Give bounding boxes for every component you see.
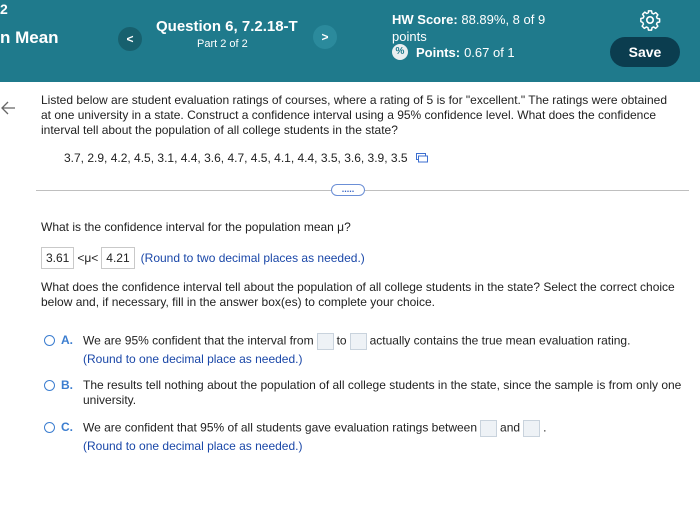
choice-c[interactable] — [44, 420, 684, 454]
header-title-fragment-top: 2 — [0, 1, 8, 17]
ci-inequality: <μ< — [77, 251, 99, 265]
data-values: 3.7, 2.9, 4.2, 4.5, 3.1, 4.4, 3.6, 4.7, 4.5, 4.1, 4.4, 3.5, 3.6, 3.9, 3.5 — [64, 151, 408, 165]
partial-credit-icon: % — [392, 44, 408, 60]
hw-score — [392, 12, 545, 27]
choice-b[interactable] — [44, 378, 684, 410]
question-title: Question 6, 7.2.18-T — [156, 18, 298, 35]
points-value: 0.67 of 1 — [464, 44, 515, 60]
choice-b-text: The results tell nothing about the population of all college students in the state, since the sample is from only one university. — [83, 378, 682, 407]
choice-a-text-after: actually contains the true mean evaluation rating. — [369, 333, 631, 348]
choice-a[interactable] — [44, 333, 684, 367]
choice-c-text-before: We are confident that 95% of all students gave evaluation ratings between — [83, 420, 478, 435]
choice-a-hint: (Round to one decimal place as needed.) — [83, 352, 303, 366]
choice-c-input-2[interactable] — [523, 420, 540, 437]
choice-c-text — [83, 420, 546, 437]
next-question-button[interactable]: > — [313, 25, 337, 49]
back-arrow-icon[interactable] — [0, 100, 16, 116]
interpretation-prompt: What does the confidence interval tell about the population of all college students in the state? Select the correct choice below and, if necessary, fill in the answer box(es) to complete your choice. — [41, 280, 675, 309]
choice-c-text-mid: and — [500, 420, 521, 435]
choice-a-text — [83, 333, 630, 350]
expand-more-button[interactable]: ..... — [331, 184, 365, 196]
save-button[interactable]: Save — [610, 37, 680, 67]
hw-score-value: 88.89%, 8 of 9 — [461, 12, 546, 27]
hw-score-label: HW Score: — [392, 12, 458, 27]
choice-a-input-1[interactable] — [317, 333, 334, 350]
choice-a-radio[interactable] — [44, 335, 55, 346]
choice-a-text-mid: to — [336, 333, 347, 348]
points-status — [392, 44, 515, 60]
choice-a-letter: A. — [61, 333, 73, 347]
choice-c-hint: (Round to one decimal place as needed.) — [83, 439, 303, 453]
assignment-title: n Mean — [0, 28, 59, 47]
hw-score-cont: points — [392, 29, 427, 44]
points-label: Points: — [416, 44, 461, 60]
top-header-bar — [0, 0, 700, 82]
choice-a-input-2[interactable] — [350, 333, 367, 350]
ci-prompt: What is the confidence interval for the population mean μ? — [41, 220, 351, 234]
settings-gear-icon[interactable] — [639, 9, 661, 31]
previous-question-button[interactable]: < — [118, 27, 142, 51]
choice-c-input-1[interactable] — [480, 420, 497, 437]
data-values-row — [64, 151, 428, 165]
choice-a-text-before: We are 95% confident that the interval from — [83, 333, 314, 348]
ci-lower-input[interactable]: 3.61 — [41, 247, 74, 269]
data-table-icon[interactable] — [416, 153, 428, 163]
choice-c-letter: C. — [61, 420, 73, 434]
ci-upper-input[interactable]: 4.21 — [101, 247, 134, 269]
choice-b-radio[interactable] — [44, 380, 55, 391]
question-part: Part 2 of 2 — [197, 38, 248, 50]
choice-c-radio[interactable] — [44, 422, 55, 433]
choice-c-text-after: . — [543, 420, 547, 435]
ci-rounding-hint: (Round to two decimal places as needed.) — [140, 251, 365, 265]
ci-answer-row — [41, 247, 365, 269]
question-text: Listed below are student evaluation ratings of courses, where a rating of 5 is for "excellent." The ratings were obtained at one university in a state. Construct a confidence interval using a 95% confidence level. What does the confidence interval tell about the population of all college students in the state? — [41, 93, 667, 137]
choice-b-letter: B. — [61, 378, 73, 392]
